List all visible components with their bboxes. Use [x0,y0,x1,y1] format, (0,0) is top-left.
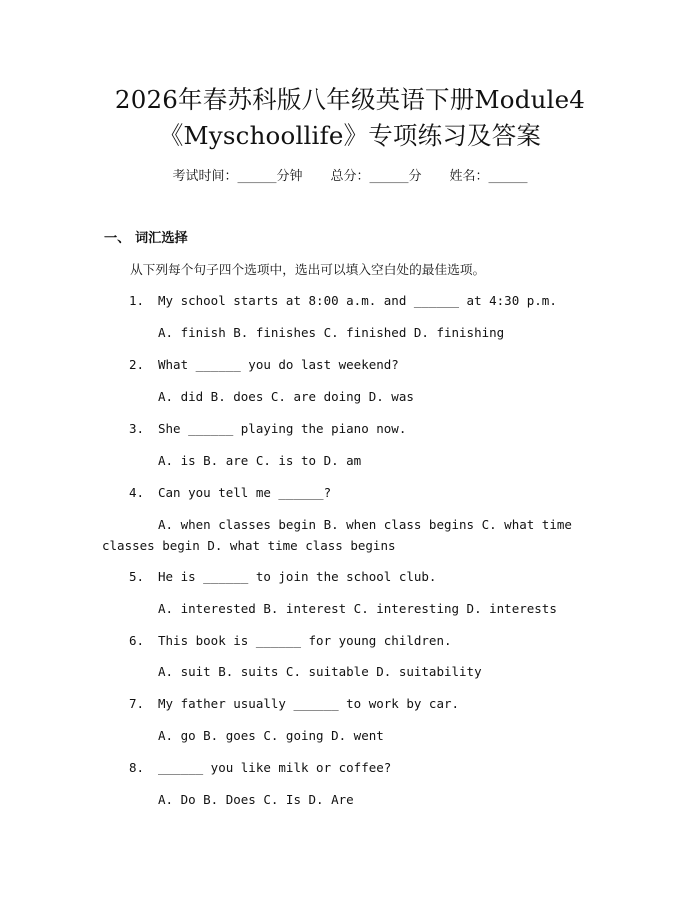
question-number: 3. [129,421,145,436]
question-options: A. go B. goes C. going D. went [158,728,384,743]
question-text: Can you tell me ______? [158,485,332,500]
question-text: He is ______ to join the school club. [158,569,437,584]
exam-meta [0,167,700,187]
student-name-field: 姓名：______ [449,169,528,184]
question-number: 4. [129,485,145,500]
question-number: 8. [129,760,145,775]
section-instruction: 从下列每个句子四个选项中，选出可以填入空白处的最佳选项。 [130,262,486,277]
question-options: A. did B. does C. are doing D. was [158,389,414,404]
question-text: My school starts at 8:00 a.m. and ______ at 4:30 p.m. [158,293,557,308]
document-title [60,82,640,154]
title-line-1: 2026年春苏科版八年级英语下册Module4 [114,85,586,114]
question-number: 5. [129,569,145,584]
question-text: My father usually ______ to work by car. [158,696,460,711]
question-text: What ______ you do last weekend? [158,357,399,372]
total-score-field: 总分：______分 [330,169,422,184]
question-number: 6. [129,633,145,648]
question-options: A. Do B. Does C. Is D. Are [158,792,354,807]
question-options: A. suit B. suits C. suitable D. suitability [158,664,482,679]
section-heading: 一、 词汇选择 [104,231,188,246]
exam-time-field: 考试时间：______分钟 [172,169,303,184]
question-text: ______ you like milk or coffee? [158,760,392,775]
question-number: 2. [129,357,145,372]
question-number: 7. [129,696,145,711]
question-text: This book is ______ for young children. [158,633,452,648]
question-options: A. is B. are C. is to D. am [158,453,362,468]
question-options: A. finish B. finishes C. finished D. finishing [158,325,505,340]
question-options: A. interested B. interest C. interesting D. interests [158,601,557,616]
title-line-2: 《Myschoollife》专项练习及答案 [158,121,542,150]
question-options: A. when classes begin B. when class begins C. what time classes begin D. what time class begins [102,517,572,553]
question-text: She ______ playing the piano now. [158,421,407,436]
question-number: 1. [129,293,145,308]
